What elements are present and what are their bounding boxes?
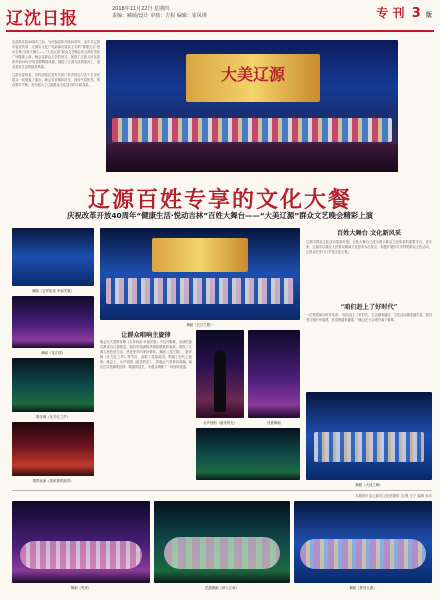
caption-4: 情景表演《我和我的祖国》 (32, 479, 74, 483)
photo-left-3 (12, 358, 94, 412)
hero-performers (112, 118, 392, 142)
section-tag (376, 4, 432, 21)
hero-banner-text: 大美辽源 (220, 65, 285, 84)
bottom-1-dancers (20, 541, 142, 569)
right-column-title: 百姓大舞台 文化新风采 (336, 230, 402, 237)
photo-left-1 (12, 228, 94, 286)
masthead (0, 0, 440, 30)
bottom-3-dancers (300, 539, 426, 569)
caption-3: 歌伴舞《东方红之声》 (36, 415, 70, 419)
page-unit: 版 (425, 12, 432, 19)
headline: 辽源百姓专享的文化大餐 (87, 187, 352, 213)
masthead-rule (6, 30, 434, 32)
hero-stage-floor (106, 144, 398, 172)
caption-11: 舞蹈《梦回大唐》 (349, 586, 377, 590)
caption-5: 舞蹈《长江之歌》 (186, 323, 214, 327)
photo-bottom-1 (12, 501, 150, 583)
page-number: 3 (411, 6, 421, 21)
photo-mid-small (248, 330, 300, 418)
mid-column-text: 晚会在大型歌伴舞《吉祥如意 幸福安康》中拉开帷幕，参演的演员都来自辽源基层，他们用饱满的热情和精湛的表演，展现了辽源人民热爱生活、热爱家乡的美好情怀。舞蹈《龙江情》、歌伴舞《东方红之声》等节目，讴歌了党和祖国，唱响了时代主旋律。晚会上，女声独唱《最美的光》，将晚会气氛推向高潮。演员们以饱满的热情、精湛的技艺，为观众奉献了一场视听盛宴。 (100, 340, 192, 369)
singer-figure (214, 350, 226, 412)
caption-7: 民族舞蹈 (267, 421, 281, 425)
intro-para-2: 辽源市委常委、宣传部部长及有关部门负责同志与近千名市民群众一同观看了演出。晚会节目精彩纷呈，现场气氛热烈，观众掌声不断，充分展示了辽源群众文化活动的丰硕成果。 (12, 73, 100, 87)
photo-left-2 (12, 296, 94, 348)
mid-column-title: 让群众唱响主旋律 (121, 332, 171, 339)
photo-right (306, 392, 432, 480)
photo-bottom-2 (154, 501, 290, 583)
right-column-title-2: “咱们赶上了好时代” (340, 304, 398, 311)
right-column-text-2: 一位观看演出的市民说：“咱们赶上了好时代，生活越来越好，文化活动越来越丰富，我们老百姓的幸福感、获得感越来越强。”晚会在大合唱中落下帷幕。 (306, 313, 432, 322)
intro-para-1: 在改革开放40周年之际，为庆祝改革开放40周年，由中共辽源市委宣传部、辽源市文化广电新闻出版局主办的“健康生活·悦动吉林”百姓大舞台——“大美辽源”群众文艺晚会在辽源市市民广场隆重上演。晚会以群众文艺的形式，展现了辽源人民在改革开放40年中取得的辉煌成就，描绘了辽源人民积极向上、追求美好生活的精神风貌。 (12, 40, 100, 69)
caption-2: 舞蹈《龙江情》 (41, 351, 65, 355)
newspaper-logo: 辽沈日报 (6, 9, 78, 29)
mid-led-screen (152, 238, 248, 272)
intro-text (12, 40, 100, 180)
caption-6: 女声独唱《最美的光》 (203, 421, 237, 425)
dateline-editors: 责编：臧硕/设计 审核：方程 编辑：崔凤瑛 (112, 13, 207, 19)
photo-credit: 本版图片由辽源市文化馆提供 文/图 王宁 编辑 孙乐 (355, 494, 432, 498)
mid-dancers (106, 278, 294, 304)
subhead: 庆祝改革开放40周年“健康生活·悦动吉林”百姓大舞台——“大美辽源”群众文艺晚会精彩上演 (67, 211, 373, 220)
photo-mid-top (100, 228, 300, 320)
photo-mid-bottom (196, 428, 300, 480)
caption-10: 花篮舞蹈《梦入江南》 (205, 586, 239, 590)
photo-singer (196, 330, 244, 418)
right-dancers (314, 432, 424, 462)
section-name: 专 刊 (376, 6, 405, 20)
caption-8: 舞蹈《大河之舞》 (355, 483, 383, 487)
caption-1: 舞蹈《吉祥如意 幸福安康》 (32, 289, 74, 293)
hero-stage-photo (106, 40, 398, 172)
credit-divider (12, 490, 432, 491)
photo-left-4 (12, 422, 94, 476)
dateline-date: 2018年11月22日 星期四 (112, 6, 170, 12)
bottom-2-dancers (164, 537, 280, 569)
right-column-text: 辽源市群众文化活动蓬勃开展，百姓大舞台已成为展示群众文化风采的重要平台。近年来，辽源市以满足人民群众精神文化需求为出发点，积极开展形式多样的群众文化活动，让群众在家门口享受文化大餐。 (306, 240, 432, 254)
photo-bottom-3 (294, 501, 432, 583)
caption-9: 舞蹈《风采》 (70, 586, 92, 590)
dateline (112, 6, 207, 20)
